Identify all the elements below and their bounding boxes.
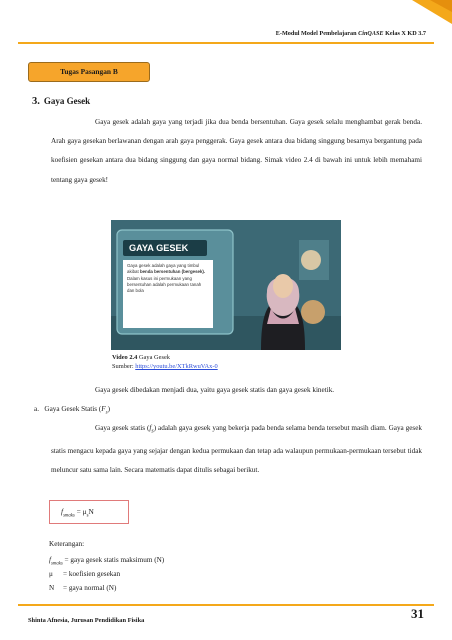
header-prefix: E-Modul Model Pembelajaran [275, 30, 359, 37]
video-caption [112, 353, 218, 371]
video-card-text-2: Dalam kasus ini permukaan yang bersentuhan adalah permukaan tanah dan bola [127, 275, 202, 294]
keterangan-symbol: f [49, 556, 51, 564]
section-number: 3. [32, 96, 40, 107]
section-heading [32, 96, 90, 107]
keterangan-row [49, 570, 120, 578]
keterangan-symbol-sub: smaks [51, 561, 63, 567]
video-card-text-1: Gaya gesek adalah gaya yang timbul akibat [127, 263, 200, 275]
formula-mu-sub: s [86, 513, 89, 519]
running-header [276, 30, 426, 37]
keterangan-row [49, 556, 164, 566]
keterangan-desc: = gaya normal (N) [63, 584, 117, 592]
video-player[interactable] [111, 220, 341, 350]
footer-divider [18, 604, 434, 606]
formula-lhs-sub: smaks [63, 513, 75, 519]
video-card-text-bold: benda bersentuhan (bergesek). [139, 269, 206, 275]
header-model: CinQASE [358, 30, 384, 37]
subsection-marker: a. [34, 405, 39, 413]
source-label: Sumber: [112, 363, 136, 370]
formula-lhs: f [61, 507, 64, 516]
formula-eq: = μ [74, 507, 87, 516]
keterangan-symbol: μ [49, 570, 53, 578]
header-divider [18, 42, 434, 44]
header-suffix: Kelas X KD 3.7 [383, 30, 426, 37]
subsection-symbol: F [101, 405, 106, 413]
corner-decoration-icon [404, 0, 452, 28]
p3-symbol: f [149, 424, 152, 432]
caption-title: Gaya Gesek [137, 354, 170, 361]
keterangan-symbol: N [49, 584, 55, 592]
paragraph-static-friction [51, 419, 422, 480]
keterangan-desc: = gaya gesek statis maksimum (N) [62, 556, 165, 564]
formula-box [49, 500, 129, 524]
page-number: 31 [411, 606, 424, 621]
subsection-symbol-sub: s [105, 410, 108, 416]
subsection-title: Gaya Gesek Statis ( [44, 405, 102, 413]
video-screen-title: GAYA GESEK [123, 240, 207, 256]
source-link[interactable]: https://youtu.be/XTkRwuVAx-0 [135, 363, 218, 370]
p3-rest: ) adalah gaya gesek yang bekerja pada benda selama benda tersebut masih diam. Gaya gesek statis mengacu kepada gaya yang sejajar dengan kedua permukaan dan tetap ada walaupun permukaan-permukaan tersebut tidak meluncur satu sama lain. Secara matematis dapat ditulis sebagai berikut. [51, 424, 423, 474]
paragraph-types: Gaya gesek dibedakan menjadi dua, yaitu gaya gesek statis dan gaya gesek kinetik. [95, 386, 335, 394]
subsection-close: ) [107, 405, 111, 413]
formula-rhs: N [88, 507, 94, 516]
keterangan-row [49, 584, 116, 592]
keterangan-desc: = koefisien gesekan [63, 570, 121, 578]
p3-start: Gaya gesek statis ( [95, 424, 150, 432]
task-box: Tugas Pasangan B [28, 62, 150, 82]
paragraph-intro: Gaya gesek adalah gaya yang terjadi jika dua benda bersentuhan. Gaya gesek selalu menghambat gerak benda. Arah gaya gesekan berlawanan dengan arah gaya penggerak. Gaya gesek antara dua bidang singgung besarnya bergantung pada koefisien gesekan antara dua bidang singgung dan gaya normal bidang. Simak video 2.4 di bawah ini untuk lebih memahami tentang gaya gesek! [51, 118, 422, 184]
video-definition-card [123, 260, 213, 328]
keterangan-label: Keterangan: [49, 540, 85, 548]
section-title: Gaya Gesek [43, 96, 91, 106]
footer-author: Shinta Afnesia, Jurusan Pendidikan Fisika [28, 617, 145, 624]
caption-label: Video 2.4 [112, 354, 138, 361]
p3-symbol-sub: s [151, 428, 154, 435]
